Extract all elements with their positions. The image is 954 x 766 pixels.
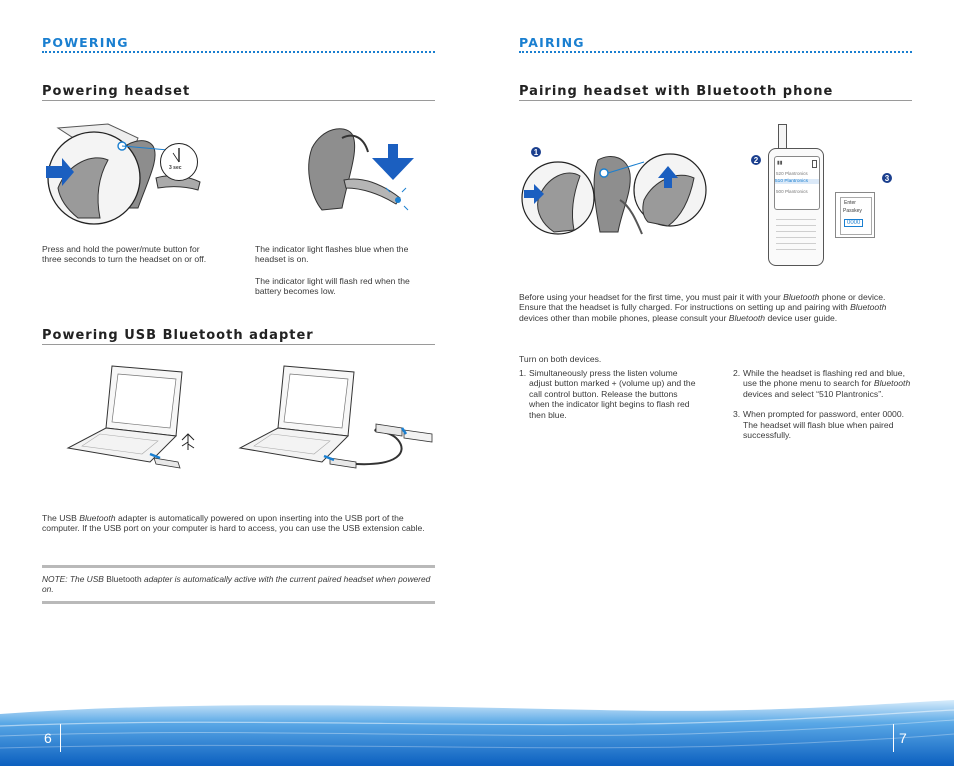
pairing-badge-2: 2 (753, 156, 759, 165)
subsection-rule-powering-usb (42, 344, 435, 345)
passkey-popup (835, 192, 875, 238)
step-2-text-post: devices and select “510 Plantronics”. (743, 388, 884, 399)
caption-indicator-blue: The indicator light flashes blue when the headset is on. (255, 244, 409, 265)
section-title-powering: POWERING (42, 35, 129, 50)
subsection-rule-pairing (519, 100, 912, 101)
note-bottom-bar (42, 601, 435, 604)
intro-part-4: device user guide. (765, 312, 838, 323)
intro-part-1: Before using your headset for the first time, you must pair it with your (519, 292, 784, 302)
phone-list-item-520: 520 Plantronics (776, 171, 808, 176)
headset-pairing-buttons-illustration (518, 140, 716, 240)
page-number-left: 6 (44, 730, 52, 746)
step-1-number: 1. (519, 368, 527, 378)
passkey-code: 0000 (844, 219, 863, 227)
page-divider-right (893, 724, 894, 752)
pairing-step-1 (519, 368, 699, 420)
phone-list-item-500: 500 Plantronics (776, 189, 808, 194)
step-2-text-pre: While the headset is flashing red and blue, use the phone menu to search for (743, 368, 905, 389)
usb-text-pre: The USB (42, 513, 80, 523)
turn-on-instruction: Turn on both devices. (519, 354, 602, 364)
pairing-step-2 (733, 368, 913, 399)
note-post: adapter is automatically active with the current paired headset when powered on. (42, 574, 431, 595)
pairing-badge-3: 3 (884, 174, 890, 183)
note-mid: Bluetooth (106, 574, 142, 584)
step-3-text: When prompted for password, enter 0000. The headset will flash blue when paired successfully. (743, 409, 904, 441)
usb-adapter-description (42, 513, 435, 534)
intro-em-3: Bluetooth (728, 312, 766, 323)
headset-indicator-light-illustration (282, 118, 432, 226)
subsection-rule-powering-headset (42, 100, 435, 101)
subsection-title-pairing: Pairing headset with Bluetooth phone (519, 84, 834, 99)
timer-label: 3 sec (169, 165, 182, 171)
step-1-text: Simultaneously press the listen volume adjust button marked + (volume up) and the call control button. Release the buttons when the indicator light begins to flash red then blue. (529, 368, 696, 420)
step-3-number: 3. (733, 409, 741, 420)
section-title-pairing: PAIRING (519, 35, 585, 50)
phone-signal-icon: ▮▮ (777, 160, 783, 166)
pairing-steps-right (733, 368, 913, 450)
usb-note (42, 574, 435, 595)
intro-part-2: phone or device. Ensure that the headset is fully charged. For instructions on setting up and pairing with (519, 292, 886, 313)
step-2-text-em: Bluetooth (873, 378, 911, 389)
pairing-step-3 (733, 409, 913, 440)
laptop-usb-extension-cable-illustration (238, 362, 438, 474)
section-divider-right (519, 51, 912, 53)
subsection-title-powering-usb: Powering USB Bluetooth adapter (42, 328, 314, 343)
pairing-badges (748, 152, 898, 192)
usb-text-em: Bluetooth (79, 513, 116, 523)
subsection-title-powering-headset: Powering headset (42, 84, 191, 99)
intro-em-1: Bluetooth (783, 292, 820, 302)
note-pre: NOTE: The USB (42, 574, 107, 584)
passkey-popup-inner (840, 197, 872, 235)
timer-icon (160, 143, 198, 181)
phone-illustration (766, 124, 826, 266)
section-divider-left (42, 51, 435, 53)
phone-keypad (776, 214, 816, 254)
passkey-enter-label: Enter (844, 200, 856, 206)
pairing-badge-1: 1 (533, 148, 539, 157)
phone-list-item-510: 510 Plantronics (775, 179, 819, 184)
pairing-intro (519, 292, 912, 323)
caption-power-button: Press and hold the power/mute button for three seconds to turn the headset on or off. (42, 244, 207, 265)
note-top-bar (42, 565, 435, 568)
page-divider-left (60, 724, 61, 752)
step-2-number: 2. (733, 368, 741, 378)
pairing-steps-left (519, 368, 699, 430)
passkey-passkey-label: Passkey (843, 208, 862, 214)
footer-wave-band (0, 696, 954, 766)
laptop-usb-adapter-illustration (66, 362, 216, 474)
intro-part-3: devices other than mobile phones, please consult your (519, 312, 729, 323)
usb-text-post: adapter is automatically powered on upon inserting into the USB port of the computer. If the USB port on your computer is hard to access, you can use the USB extension cable. (42, 513, 425, 534)
phone-antenna (778, 124, 787, 151)
page-number-right: 7 (899, 730, 907, 746)
caption-indicator-red: The indicator light will flash red when the battery becomes low. (255, 276, 410, 297)
intro-em-2: Bluetooth (850, 302, 887, 313)
